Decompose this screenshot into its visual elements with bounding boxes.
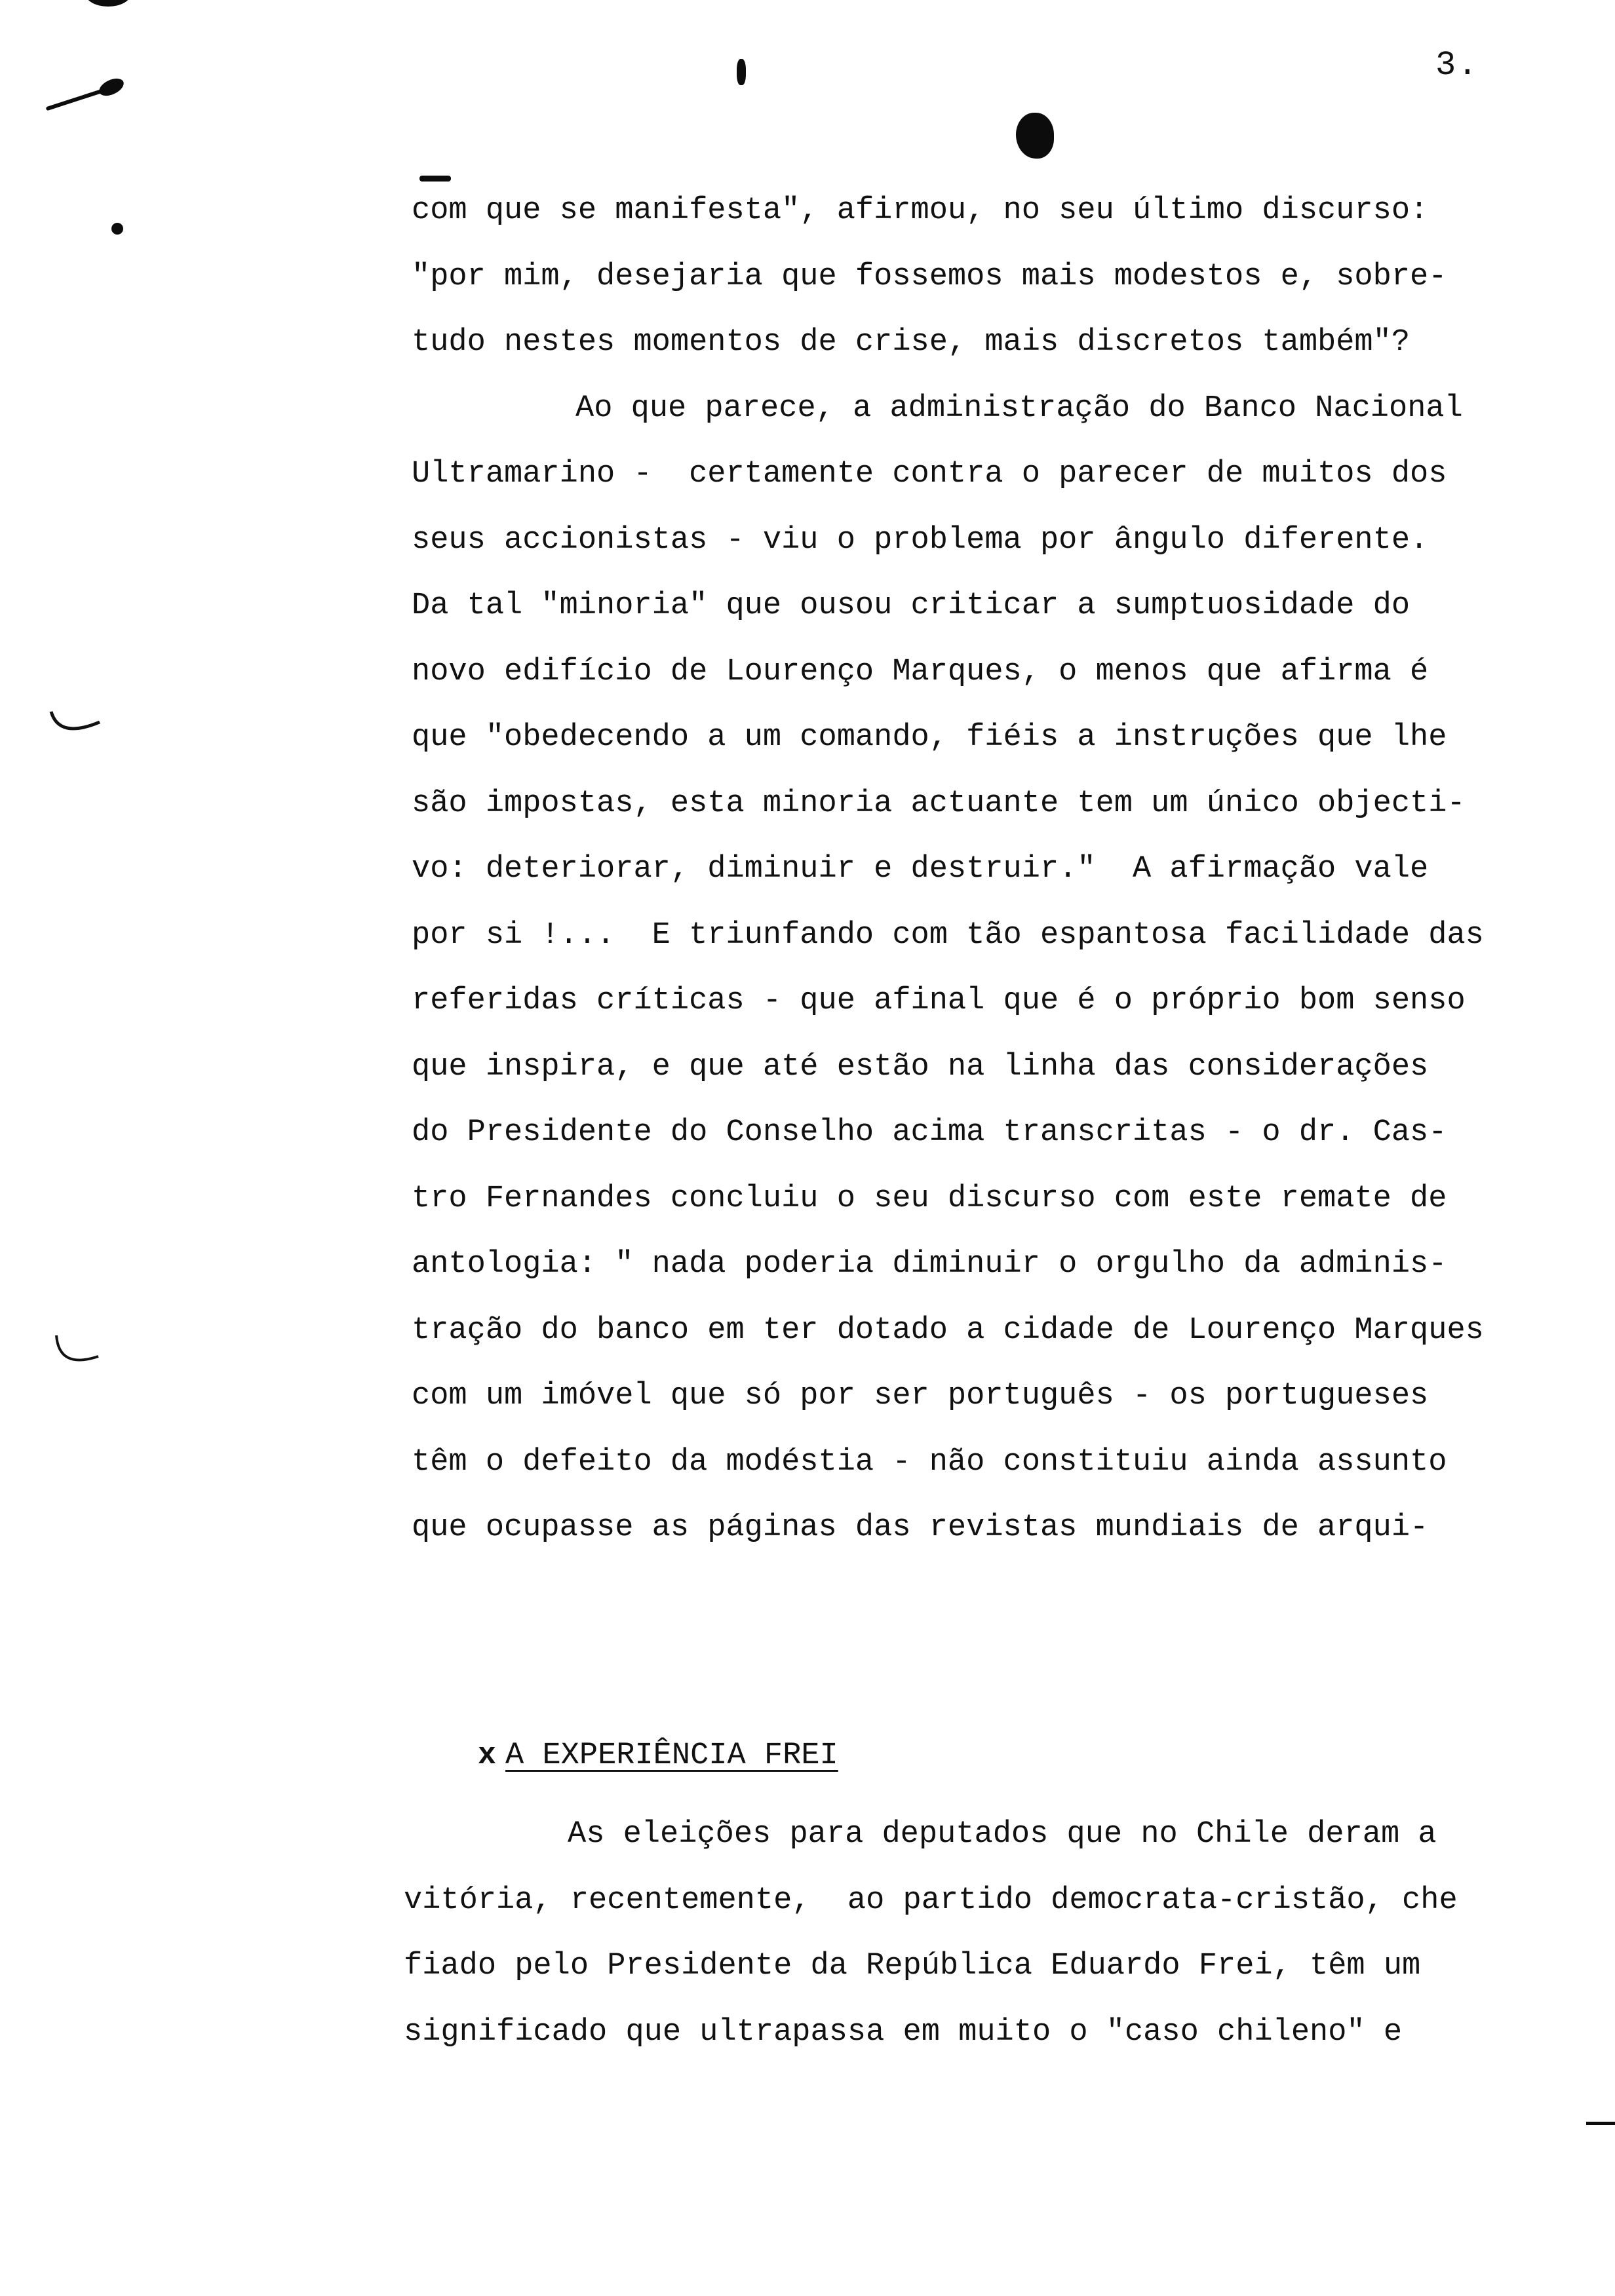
text-line: tro Fernandes concluiu o seu discurso com este remate de xyxy=(412,1181,1447,1216)
text-line: do Presidente do Conselho acima transcritas - o dr. Cas- xyxy=(412,1115,1447,1150)
text-line: tração do banco em ter dotado a cidade de Lourenço Marques xyxy=(412,1312,1484,1348)
text-line: fiado pelo Presidente da República Eduardo Frei, têm um xyxy=(404,1949,1421,1983)
text-line: são impostas, esta minoria actuante tem um único objecti- xyxy=(412,786,1466,821)
text-line: Ultramarino - certamente contra o parecer de muitos dos xyxy=(412,457,1447,491)
text-line: que inspira, e que até estão na linha das considerações xyxy=(412,1049,1429,1084)
ink-blot-top-center xyxy=(1016,113,1054,159)
section-heading xyxy=(404,1704,838,1808)
text-line: Ao que parece, a administração do Banco Nacional xyxy=(575,391,1463,426)
text-line: referidas críticas - que afinal que é o próprio bom senso xyxy=(412,984,1466,1018)
ink-dot-left-2 xyxy=(111,223,123,235)
body-text xyxy=(412,178,1591,1561)
text-line: por si !... E triunfando com tão espantosa facilidade das xyxy=(412,917,1484,953)
text-line: com que se manifesta", afirmou, no seu último discurso: xyxy=(412,193,1429,228)
text-line: têm o defeito da modéstia - não constituiu ainda assunto xyxy=(412,1444,1447,1480)
text-line: "por mim, desejaria que fossemos mais modestos e, sobre- xyxy=(412,259,1447,294)
text-line: As eleições para deputados que no Chile deram a xyxy=(568,1817,1437,1852)
text-line: vitória, recentemente, ao partido democrata-cristão, che xyxy=(404,1883,1458,1918)
text-line: com um imóvel que só por ser português - os portugueses xyxy=(412,1379,1429,1413)
text-line: antologia: " nada poderia diminuir o orgulho da adminis- xyxy=(412,1247,1447,1282)
text-line: significado que ultrapassa em muito o "caso chileno" e xyxy=(404,2014,1403,2050)
text-line: tudo nestes momentos de crise, mais discretos também"? xyxy=(412,325,1411,360)
text-line: que "obedecendo a um comando, fiéis a instruções que lhe xyxy=(412,720,1447,755)
text-line: novo edifício de Lourenço Marques, o menos que afirma é xyxy=(412,654,1429,689)
section-body-text xyxy=(404,1802,1584,2065)
text-line: seus accionistas - viu o problema por ângulo diferente. xyxy=(412,522,1429,558)
margin-bracket-mark-upper xyxy=(46,708,105,747)
ink-blot-left-1 xyxy=(96,75,126,100)
section-mark: x xyxy=(477,1738,497,1773)
page-number: 3. xyxy=(1435,46,1479,85)
text-line: vo: deteriorar, diminuir e destruir." A afirmação vale xyxy=(412,852,1429,887)
ink-blot-top-left xyxy=(85,0,131,7)
ink-dot-top-center xyxy=(737,59,746,85)
section-heading-text: A EXPERIÊNCIA FREI xyxy=(505,1738,838,1773)
margin-dash-right xyxy=(1586,2122,1615,2125)
margin-bracket-mark-lower xyxy=(52,1330,105,1376)
text-line: Da tal "minoria" que ousou criticar a sumptuosidade do xyxy=(412,588,1411,623)
text-line: que ocupasse as páginas das revistas mundiais de arqui- xyxy=(412,1510,1429,1545)
ink-streak-left-1 xyxy=(46,87,109,111)
